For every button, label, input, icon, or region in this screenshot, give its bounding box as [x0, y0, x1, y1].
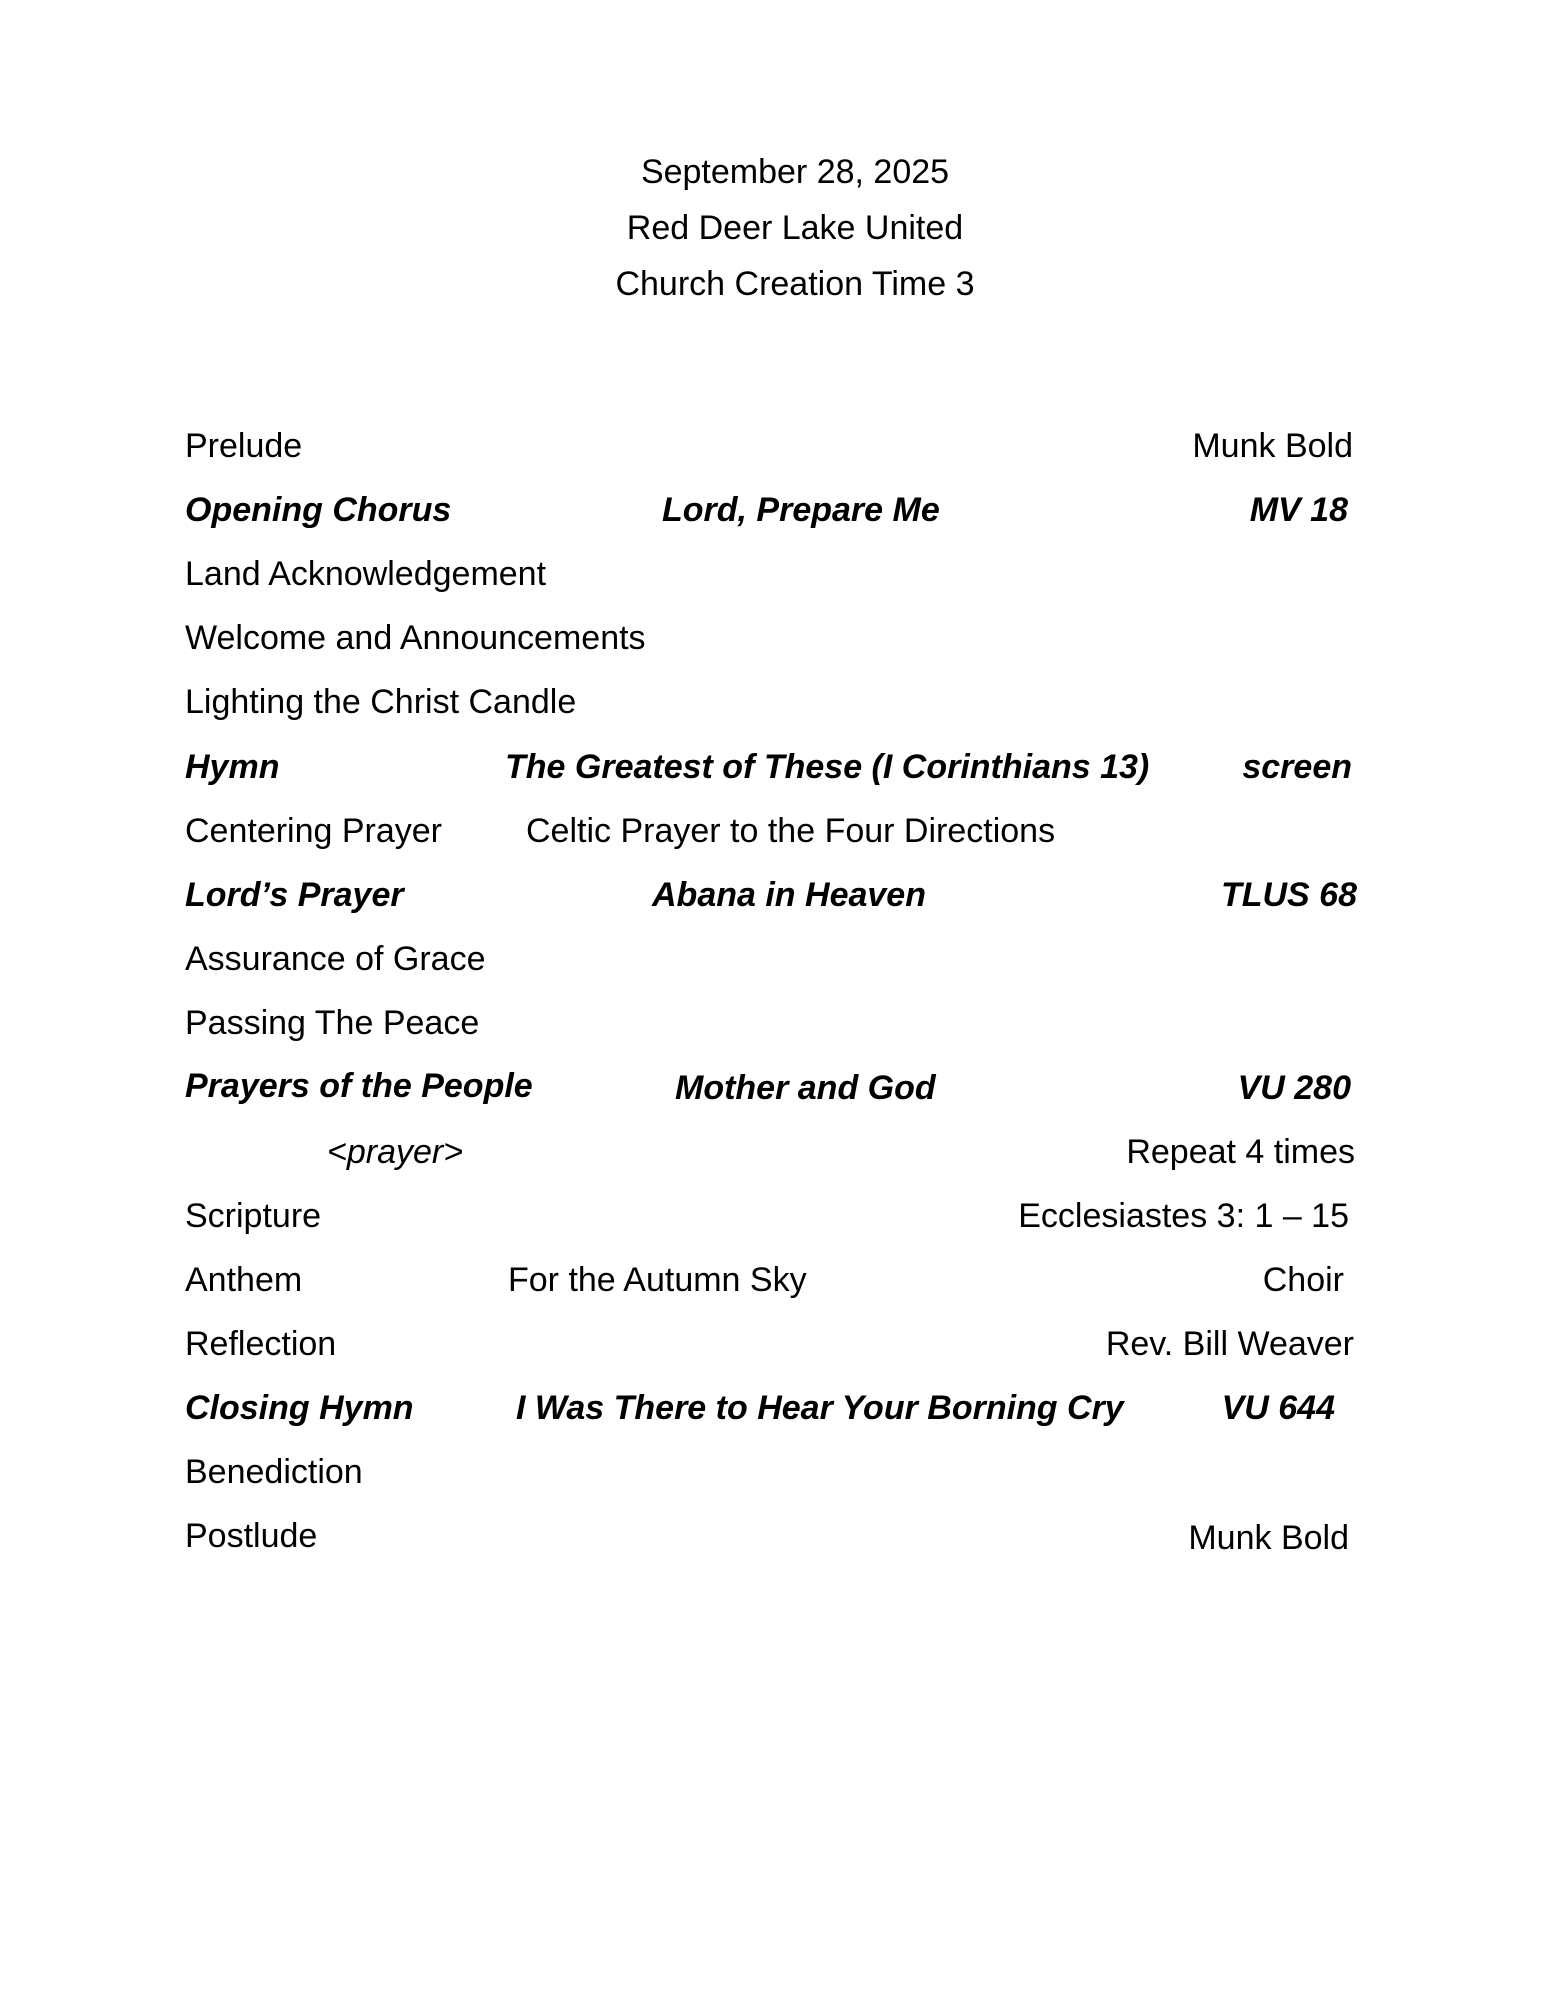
item-label: Benediction	[185, 1453, 363, 1491]
item-label: Prayers of the People	[185, 1067, 533, 1105]
item-title: The Greatest of These (I Corinthians 13)	[505, 748, 1150, 786]
item-label: Welcome and Announcements	[185, 619, 646, 657]
item-label: Opening Chorus	[185, 491, 452, 529]
item-label: Passing The Peace	[185, 1004, 480, 1042]
service-title: Church Creation Time 3	[615, 265, 975, 303]
item-label: Assurance of Grace	[185, 940, 486, 978]
item-label: Anthem	[185, 1261, 303, 1299]
item-label: Reflection	[185, 1325, 337, 1363]
service-date: September 28, 2025	[640, 153, 950, 191]
item-detail: TLUS 68	[1220, 876, 1357, 914]
item-title: Lord, Prepare Me	[662, 491, 940, 529]
item-label: Hymn	[185, 748, 280, 786]
item-label: Prelude	[185, 427, 303, 465]
item-detail: Ecclesiastes 3: 1 – 15	[1018, 1197, 1349, 1235]
item-label: Closing Hymn	[185, 1389, 414, 1427]
item-detail: screen	[1242, 748, 1352, 786]
item-title: Celtic Prayer to the Four Directions	[526, 812, 1056, 850]
item-label: Lord’s Prayer	[185, 876, 404, 914]
item-detail: Munk Bold	[1192, 427, 1353, 465]
item-detail: VU 280	[1237, 1069, 1351, 1107]
item-title: Abana in Heaven	[652, 876, 926, 914]
item-detail: Munk Bold	[1188, 1519, 1349, 1557]
item-detail: Repeat 4 times	[1126, 1133, 1355, 1171]
item-detail: Choir	[1262, 1261, 1344, 1299]
item-label: Land Acknowledgement	[185, 555, 547, 593]
item-label: Lighting the Christ Candle	[185, 683, 577, 721]
item-title: For the Autumn Sky	[508, 1261, 807, 1299]
item-label: <prayer>	[327, 1133, 464, 1171]
church-name: Red Deer Lake United	[626, 209, 964, 247]
item-label: Scripture	[185, 1197, 322, 1235]
item-label: Centering Prayer	[185, 812, 443, 850]
item-detail: Rev. Bill Weaver	[1105, 1325, 1354, 1363]
item-title: Mother and God	[675, 1069, 936, 1107]
item-detail: MV 18	[1249, 491, 1348, 529]
item-title: I Was There to Hear Your Borning Cry	[516, 1389, 1124, 1427]
item-label: Postlude	[185, 1517, 318, 1555]
item-detail: VU 644	[1221, 1389, 1335, 1427]
